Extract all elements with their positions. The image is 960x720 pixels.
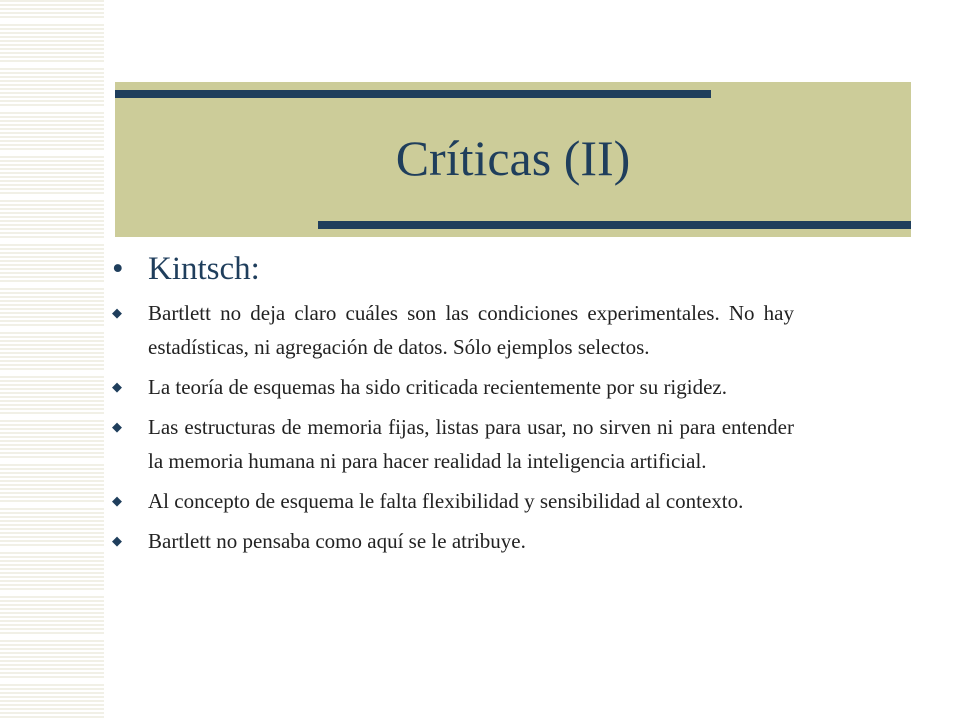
decorative-side-pattern <box>0 0 104 720</box>
diamond-bullet-icon: ◆ <box>112 379 122 394</box>
bullet-heading <box>112 250 802 288</box>
list-item-text: Bartlett no deja claro cuáles son las condiciones experimentales. No hay estadísticas, ni agregación de datos. Sólo ejemplos selectos. <box>148 301 794 359</box>
list-item-text: Al concepto de esquema le falta flexibilidad y sensibilidad al contexto. <box>148 489 744 513</box>
slide-title: Críticas (II) <box>395 130 631 186</box>
list-item <box>112 370 794 404</box>
diamond-bullet-icon: ◆ <box>112 533 122 548</box>
diamond-bullet-icon: ◆ <box>112 305 122 320</box>
list-item-text: La teoría de esquemas ha sido criticada recientemente por su rigidez. <box>148 375 727 399</box>
title-rule-top <box>115 90 711 98</box>
sub-bullet-list <box>112 296 794 564</box>
list-item-text: Bartlett no pensaba como aquí se le atribuye. <box>148 529 526 553</box>
heading-text: Kintsch: <box>148 251 260 287</box>
diamond-bullet-icon: ◆ <box>112 419 122 434</box>
diamond-bullet-icon: ◆ <box>112 493 122 508</box>
list-item-text: Las estructuras de memoria fijas, listas para usar, no sirven ni para entender la memoria humana ni para hacer realidad la inteligencia artificial. <box>148 415 794 473</box>
list-item <box>112 410 794 478</box>
list-item <box>112 524 794 558</box>
title-rule-bottom <box>318 221 911 229</box>
list-item <box>112 296 794 364</box>
round-bullet-icon: • <box>112 251 124 287</box>
list-item <box>112 484 794 518</box>
